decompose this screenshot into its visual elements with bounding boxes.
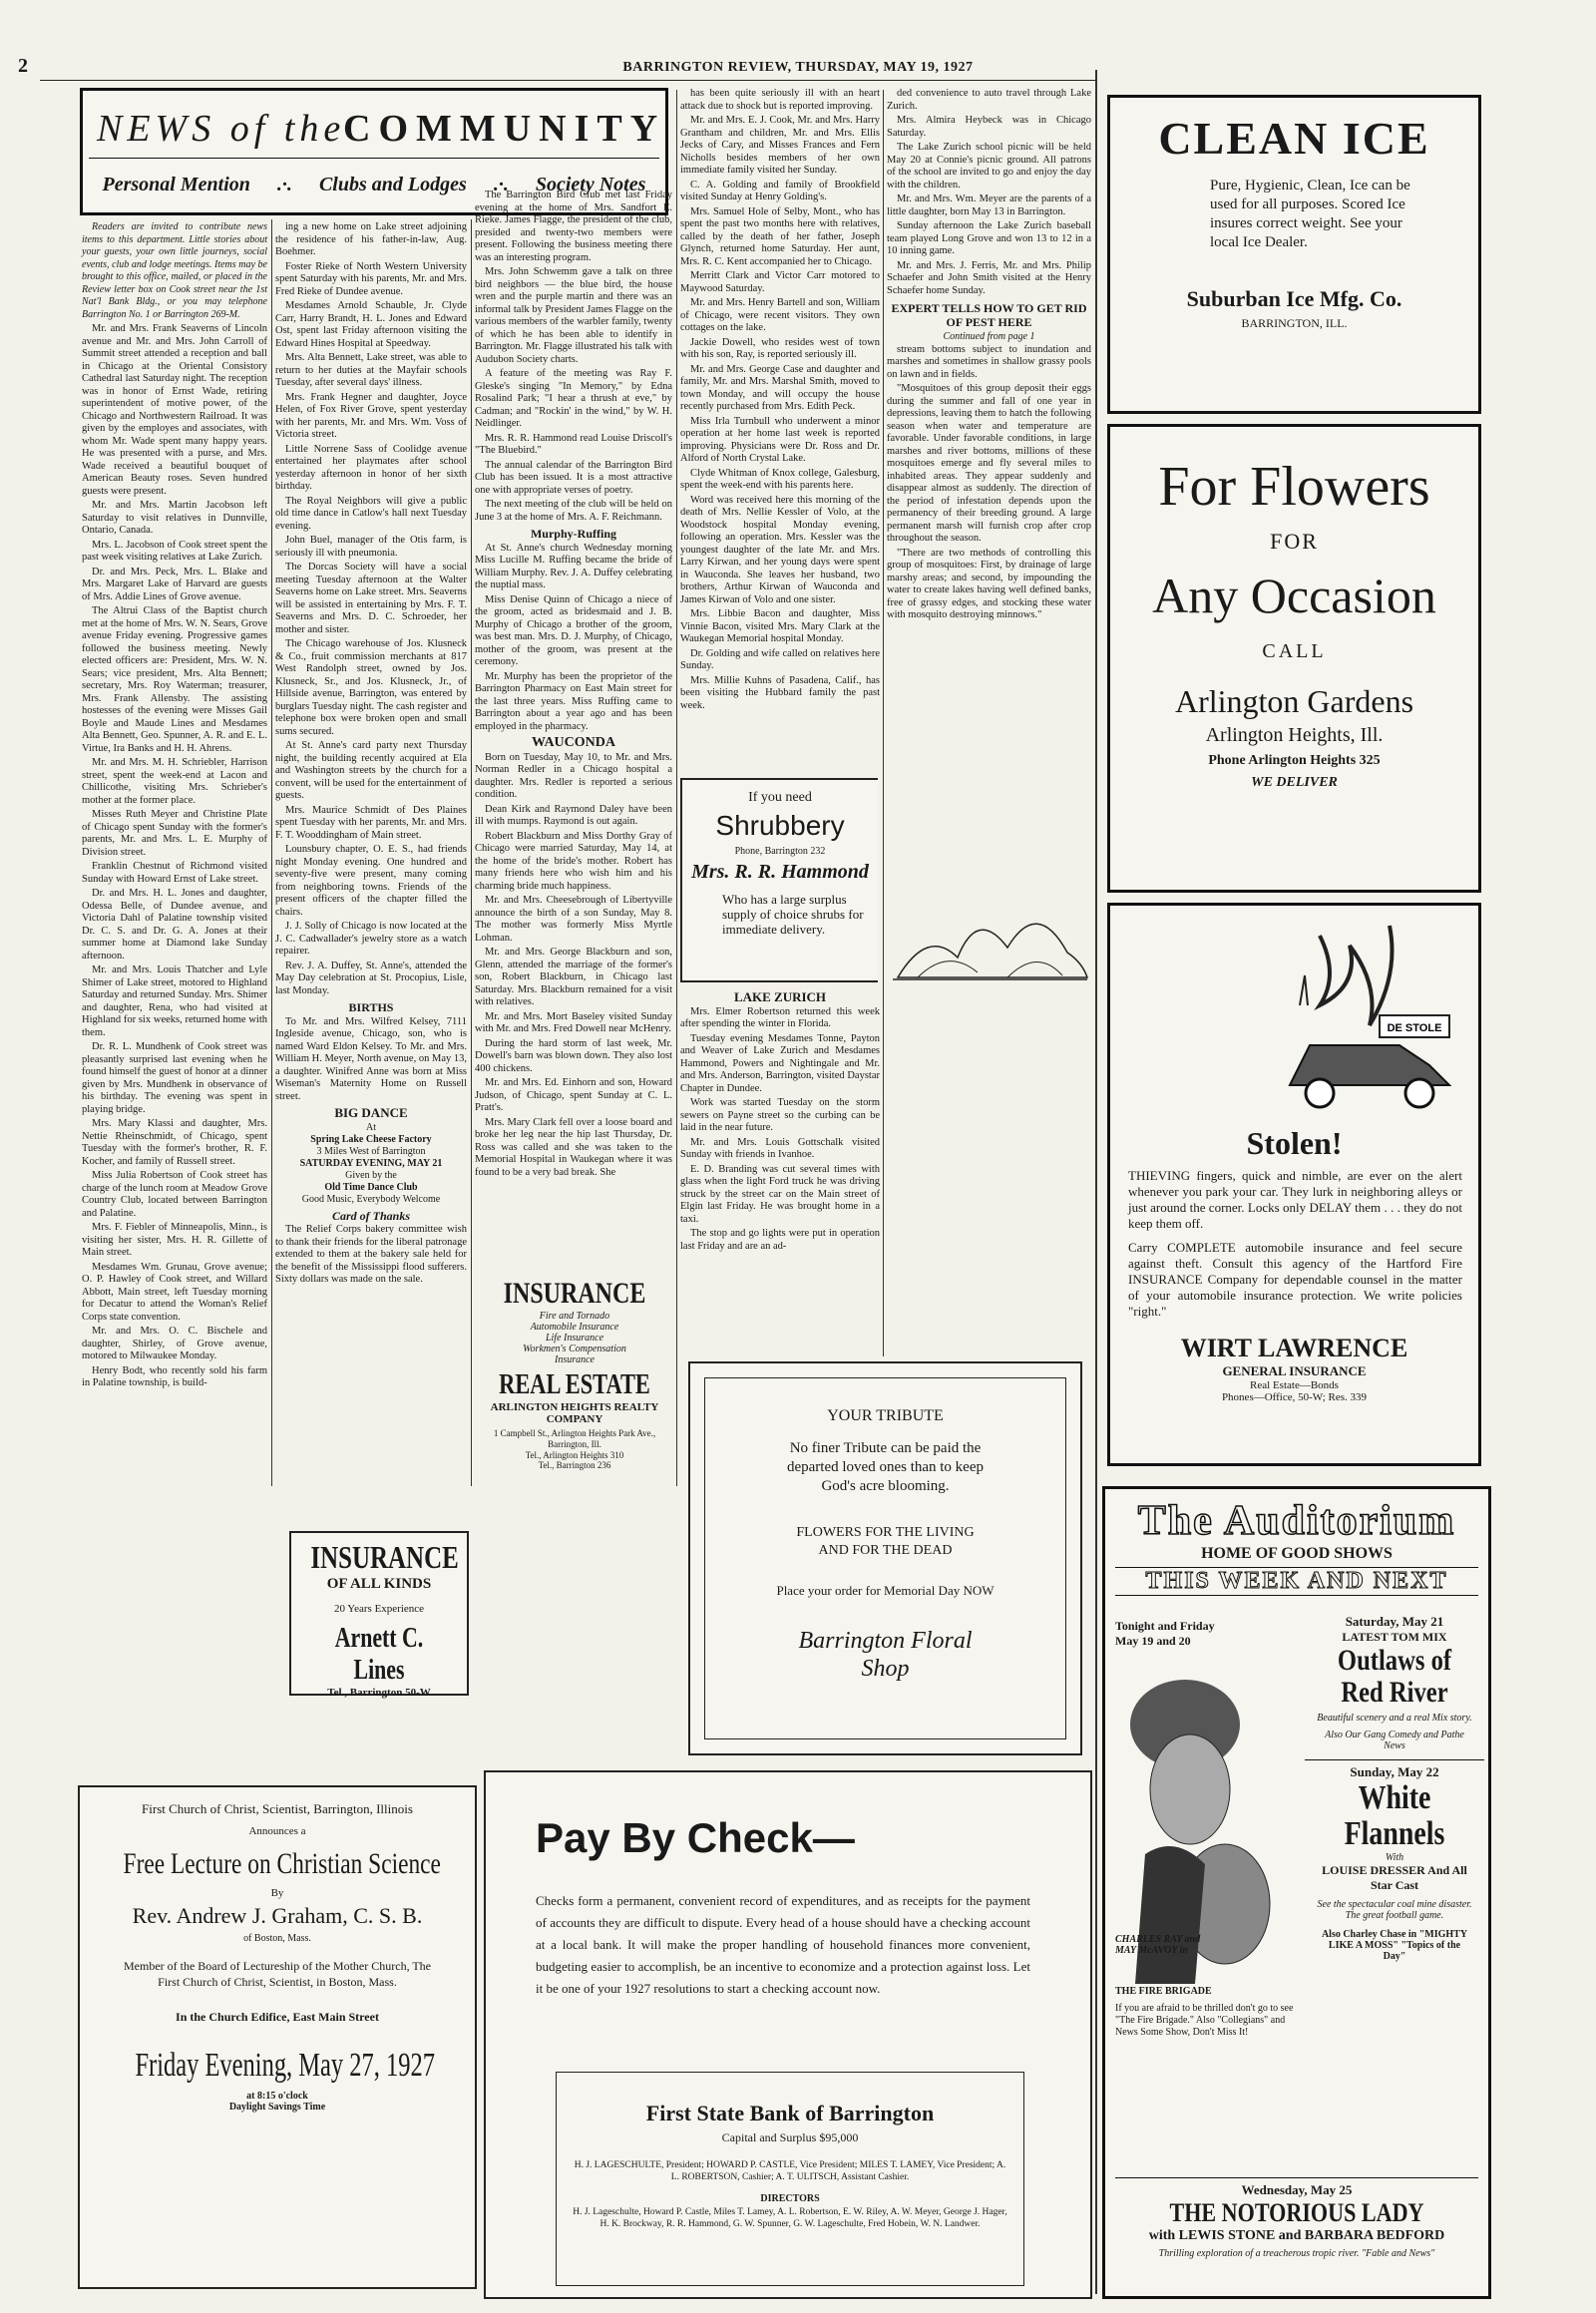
column-2	[275, 221, 467, 1285]
lines-tel: Tel., Barrington 50-W	[327, 1687, 431, 1699]
news-item: Misses Ruth Meyer and Christine Plate of Chicago spent Sunday with the former's parents, Mr. and Mrs. L. E. Murphy of Division street.	[82, 809, 267, 858]
news-item: Mrs. Libbie Bacon and daughter, Miss Vinnie Bacon, visited Mrs. Mary Clark at the Waukegan Memorial hospital Monday.	[680, 608, 880, 644]
auditorium-sub: HOME OF GOOD SHOWS	[1201, 1545, 1393, 1562]
dance-line: Old Time Dance Club	[324, 1181, 418, 1193]
clean-ice-ad	[1107, 95, 1481, 414]
column-4-lake-zurich	[680, 987, 880, 1356]
news-item: Mr. and Mrs. Martin Jacobson left Saturday to visit relatives in Dunnville, Ontario, Canada.	[82, 500, 267, 536]
news-item: Mr. and Mrs. George Blackburn and son, Glenn, attended the marriage of the former's son, Robert Blackburn, in Chicago last Saturday. Mrs. Blackburn remained for a visit with relatives.	[475, 947, 672, 1007]
news-item: Mrs. Mary Clark fell over a loose board and broke her leg near the hip last Thursday, Dr. Ross was called and she was taken to the Memorial Hospital in Waukegan where it was found to be a very bad break. She	[475, 1116, 672, 1178]
realty-tel1: Tel., Arlington Heights 310	[525, 1450, 624, 1460]
dance-line: Spring Lake Cheese Factory	[310, 1133, 432, 1145]
news-item: Mrs. Millie Kuhns of Pasadena, Calif., has been visiting the Hubbard family the past week.	[680, 674, 880, 711]
news-item: Mrs. Elmer Robertson returned this week after spending the winter in Florida.	[680, 1005, 880, 1029]
church-l1: First Church of Christ, Scientist, Barrington, Illinois	[142, 1801, 413, 1816]
ins-line: Fire and Tornado	[539, 1311, 610, 1322]
news-item: Mr. and Mrs. O. C. Bischele and daughter, Shirley, of Grove avenue, motored to Milwaukee Monday.	[82, 1326, 267, 1361]
car-flames-illustration	[1280, 916, 1459, 1115]
news-item: Mrs. Mary Klassi and daughter, Mrs. Nettie Rheinschmidt, of Chicago, spent Tuesday with the former's brother, R. F. Kocher, and family of Russell street.	[82, 1118, 267, 1167]
auditorium-ad	[1102, 1486, 1491, 2299]
church-l10: at 8:15 o'clock	[246, 2091, 308, 2102]
fire-brigade-poster	[1115, 1655, 1295, 2024]
banner-sub-clubs: Clubs and Lodges	[318, 173, 467, 195]
church-lecture-ad	[78, 1785, 477, 2289]
news-item: Little Norrene Sass of Coolidge avenue entertained her playmates after school yesterday afternoon in honor of her sixth birthday.	[275, 443, 467, 492]
white-flannels: White Flannels	[1344, 1779, 1445, 1852]
ins-title: INSURANCE	[503, 1277, 646, 1310]
church-l11: Daylight Savings Time	[228, 2102, 326, 2113]
news-item: During the hard storm of last week, Mr. Dowell's barn was blown down. They also lost 400 chickens.	[475, 1037, 672, 1074]
lines-title: INSURANCE	[310, 1539, 459, 1575]
hammond-need: If you need	[748, 790, 812, 805]
dance-line: At	[366, 1121, 376, 1133]
news-item: Mr. and Mrs. George Case and daughter and family, Mr. and Mrs. Marshal Smith, moved to town Monday, and will occupy the house recently purchased from Mrs. Edith Peck.	[680, 363, 880, 412]
news-item: Dr. and Mrs. Peck, Mrs. L. Blake and Mrs. Margaret Lake of Harvard are guests of Mrs. Addie Lines of Grove avenue.	[82, 566, 267, 602]
news-item: Robert Blackburn and Miss Dorthy Gray of Chicago were married Saturday, May 14, at the home of the bride's mother. Robert has many friends here who wish him and his charming bride much happiness.	[475, 830, 672, 892]
tribute-order: Place your order for Memorial Day NOW	[776, 1583, 995, 1598]
outlaws-title: Outlaws of Red River	[1337, 1644, 1452, 1709]
news-item: C. A. Golding and family of Brookfield visited Sunday at Henry Golding's.	[680, 179, 880, 202]
dance-line: Given by the	[345, 1169, 397, 1181]
news-item: Foster Rieke of North Western University spent Saturday with his parents, Mr. and Mrs. Fred Rieke of Dundee avenue.	[275, 260, 467, 297]
news-item: Mr. and Mrs. E. J. Cook, Mr. and Mrs. Harry Grantham and children, Mr. and Mrs. Ellis Jecks of Cary, and Misses Frances and Fern Nicholls besides members of her own immediate family visited her Sunday.	[680, 115, 880, 176]
church-l6: of Boston, Mass.	[243, 1933, 311, 1944]
news-item: Dean Kirk and Raymond Daley have been ill with mumps. Raymond is out again.	[475, 803, 672, 827]
church-l9: Friday Evening, May 27, 1927	[135, 2047, 435, 2084]
news-item: The Lake Zurich school picnic will be held May 20 at Connie's picnic ground. All patrons of the school are invited to go and enjoy the day with the children.	[887, 142, 1091, 191]
flowers-line3: Any Occasion	[1152, 568, 1436, 623]
church-l5: Rev. Andrew J. Graham, C. S. B.	[132, 1903, 423, 1928]
flowers-line4: CALL	[1262, 640, 1327, 662]
wauconda-heading: WAUCONDA	[532, 735, 615, 750]
news-item: Mr. and Mrs. Cheesebrough of Libertyville announce the birth of a son Sunday, May 8. The mother was formerly Miss Myrtle Lohman.	[475, 895, 672, 944]
news-item: Mr. and Mrs. Wm. Meyer are the parents of a little daughter, born May 13 in Barrington.	[887, 193, 1091, 217]
news-item: Lounsbury chapter, O. E. S., had friends night Monday evening. One hundred and seventy-five were present, many coming from neighboring towns. Friends of the present officers of the chapter filled the chairs.	[275, 844, 467, 918]
births-text: To Mr. and Mrs. Wilfred Kelsey, 7111 Ingleside avenue, Chicago, son, who is named Ward Eldon Kelsey. To Mr. and Mrs. William H. Meyer, North avenue, on May 13, a daughter. Winifred Anne was born at Miss Wiseman's Maternity Home on Russell street.	[275, 1015, 467, 1102]
news-item: J. J. Solly of Chicago is now located at the J. C. Cadwallader's jewelry store as a watch repairer.	[275, 921, 467, 957]
stolen-para-2: Carry COMPLETE automobile insurance and feel secure against theft. Consult this agency of the Hartford Fire INSURANCE Company for dependable counsel in the matter of your automobile insurance protection. We write policies "right."	[1128, 1240, 1462, 1319]
news-item: Mr. and Mrs. M. H. Schriebler, Harrison street, spent the week-end at Lacon and Chillicothe, visiting Mrs. Schrieber's mother at the former place.	[82, 757, 267, 806]
news-item: The Royal Neighbors will give a public old time dance in Catlow's hall next Tuesday evening.	[275, 495, 467, 532]
news-item: Mrs. F. Fiebler of Minneapolis, Minn., is visiting her sister, Mrs. H. R. Gillette of Main street.	[82, 1222, 267, 1258]
tribute-title: YOUR TRIBUTE	[827, 1407, 944, 1424]
ins-line: Insurance	[555, 1354, 595, 1365]
news-item: has been quite seriously ill with an heart attack due to shock but is reported improving.	[680, 88, 880, 112]
church-l4: By	[270, 1887, 284, 1899]
news-item: Born on Tuesday, May 10, to Mr. and Mrs. Norman Redler in a Chicago hospital a daughter. Mrs. Redler is reported a serious condition.	[475, 751, 672, 800]
poster-names: CHARLES RAY and MAY McAVOY in	[1115, 1934, 1201, 1956]
news-item: Jackie Dowell, who resides west of town with his son, Ray, is reported seriously ill.	[680, 336, 880, 360]
news-item: ded convenience to auto travel through Lake Zurich.	[887, 88, 1091, 112]
news-item: Mr. and Mrs. Henry Bartell and son, William of Chicago, were recent visitors. They own cottages on the lake.	[680, 297, 880, 333]
banner-sub-personal: Personal Mention	[102, 173, 250, 195]
news-item: Rev. J. A. Duffey, St. Anne's, attended the May Day celebration at St. Procopius, Lisle, last Monday.	[275, 960, 467, 996]
tribute-flowers: FLOWERS FOR THE LIVING AND FOR THE DEAD	[796, 1525, 975, 1558]
births-heading: BIRTHS	[348, 1000, 394, 1014]
wirt-phones: Phones—Office, 50-W; Res. 339	[1221, 1391, 1368, 1403]
news-item: At St. Anne's card party next Thursday night, the building recently acquired at Ela and Washington streets by the church for a convent, will be used for the entertainment of guests.	[275, 740, 467, 801]
hammond-body: Who has a large surplus supply of choice shrubs for immediate delivery.	[722, 892, 864, 937]
news-item: stream bottoms subject to inundation and marshes and sometimes in shallow grassy pools on lawn and in fields.	[887, 343, 1091, 380]
thanks-text: The Relief Corps bakery committee wish to thank their friends for the liberal patronage extended to them at the bakery sale held for the benefit of the Mississippi flood sufferers. Sixty dollars was made on the sale.	[275, 1224, 467, 1285]
news-item: Work was started Tuesday on the storm sewers on Payne street so the curbing can be laid in the near future.	[680, 1097, 880, 1133]
news-item: Miss Julia Robertson of Cook street has charge of the lunch room at Meadow Grove Country Club, located between Barrington and Palatine.	[82, 1170, 267, 1219]
flowers-phone: Phone Arlington Heights 325	[1208, 753, 1381, 768]
lines-sub: OF ALL KINDS	[326, 1576, 432, 1592]
auditorium-week: THIS WEEK AND NEXT	[1115, 1567, 1478, 1596]
ins-line: Automobile Insurance	[530, 1322, 619, 1333]
column-3	[475, 190, 672, 1272]
realty-tel2: Tel., Barrington 236	[538, 1460, 611, 1470]
bank-directors-head: DIRECTORS	[760, 2193, 820, 2204]
hammond-name: Mrs. R. R. Hammond	[691, 861, 869, 883]
pest-continued: Continued from page 1	[943, 331, 1035, 342]
news-item: Mr. Murphy has been the proprietor of the Barrington Pharmacy on East Main street for the last three years. Miss Ruffing came to Barrington about a year ago and has been employed in the pharmacy.	[475, 670, 672, 732]
hammond-ad	[680, 778, 878, 982]
news-item: Mesdames Arnold Schauble, Jr. Clyde Carr, Harry Brandt, H. L. Jones and Edward Ost, spent last Friday afternoon visiting the Edward Hines Hospital at Speedway.	[275, 300, 467, 349]
church-l3: Free Lecture on Christian Science	[123, 1847, 441, 1880]
wirt-name: WIRT LAWRENCE	[1180, 1334, 1408, 1362]
also-2: Also Charley Chase in "MIGHTY LIKE A MOSS" "Topics of the Day"	[1321, 1929, 1468, 1962]
news-item: Mrs. Maurice Schmidt of Des Plaines spent Tuesday with her parents, Mr. and Mrs. F. T. Wooddingham of Main street.	[275, 804, 467, 841]
lines-exp: 20 Years Experience	[333, 1603, 425, 1615]
news-item: Clyde Whitman of Knox college, Galesburg, spent the week-end with his parents here.	[680, 467, 880, 491]
with-label: With	[1385, 1852, 1404, 1863]
tribute-shop: Barrington Floral Shop	[798, 1628, 973, 1682]
hammond-shrubbery: Shrubbery	[715, 810, 845, 841]
news-item: Merritt Clark and Victor Carr motored to Maywood Saturday.	[680, 270, 880, 294]
realty-company: ARLINGTON HEIGHTS REALTY COMPANY	[490, 1401, 659, 1425]
pay-by-check-ad	[484, 1770, 1092, 2299]
banner-title-left: NEWS of the	[97, 108, 346, 150]
news-item: Dr. Golding and wife called on relatives here Sunday.	[680, 647, 880, 671]
wirt-sub: GENERAL INSURANCE	[1222, 1363, 1367, 1378]
banner-sub-society: Society Notes	[535, 173, 646, 195]
news-item: Mr. and Mrs. Louis Thatcher and Lyle Shimer of Lake street, motored to Highland Saturday and returned Sunday. Mrs. Shimer and daughter, Rena, who had visited at Highland for six weeks, returned home with them.	[82, 964, 267, 1038]
dance-line: Good Music, Everybody Welcome	[301, 1193, 441, 1205]
dance-line: SATURDAY EVENING, MAY 21	[299, 1157, 443, 1169]
news-intro: Readers are invited to contribute news items to this department. Little stories about your guests, your own little journeys, social events, club and lodge meetings. Items may be brought to this office, mailed, or placed in the Review letter box on Cook street near the 1st Nat'l Bank Bldg., or you may telephone Barrington No. 1 or Barrington 269-M.	[82, 221, 267, 320]
news-item: Tuesday evening Mesdames Tonne, Payton and Weaver of Lake Zurich and Mesdames Hammond, Powers and Nightingale and Mr. and Mrs. Anderson, Barrington, visited Daystar Chapter in Dundee.	[680, 1032, 880, 1094]
bank-directors: H. J. Lageschulte, Howard P. Castle, Miles T. Lamey, A. L. Robertson, E. W. Riley, A. W. Meyer, George J. Hager, H. K. Brockway, R. R. Hammond, G. W. Spunner, G. W. Lageschulte, Fred Hobein, W. N. Landwer.	[573, 2207, 1007, 2229]
sat-sub: LATEST TOM MIX	[1342, 1630, 1447, 1644]
shrub-illustration	[888, 868, 1092, 987]
auditorium-title: The Auditorium	[1137, 1498, 1456, 1544]
news-item: At St. Anne's church Wednesday morning Miss Lucille M. Ruffing became the bride of William Murphy. Rev. J. A. Duffey celebrating the nuptial mass.	[475, 542, 672, 590]
church-l2: Announces a	[248, 1825, 306, 1837]
lines-insurance-ad	[289, 1531, 469, 1699]
poster-title: THE FIRE BRIGADE	[1115, 1986, 1212, 1997]
news-item: Mesdames Wm. Grunau, Grove avenue; O. P. Hawley of Cook street, and Willard Abbott, Main street, left Tuesday morning for Decatur to attend the Woman's Relief Corps state convention.	[82, 1261, 267, 1323]
bank-capital: Capital and Surplus $95,000	[721, 2130, 859, 2144]
news-item: Mrs. R. R. Hammond read Louise Driscoll's "The Bluebird."	[475, 432, 672, 456]
flowers-name: Arlington Gardens	[1174, 683, 1414, 719]
bank-box	[556, 2072, 1024, 2286]
wed-date: Wednesday, May 25	[1241, 2182, 1353, 2197]
news-item: Sunday afternoon the Lake Zurich baseball team played Long Grove and won 13 to 12 in a 10 inning game.	[887, 220, 1091, 256]
news-item: "Mosquitoes of this group deposit their eggs during the summer and fall of one year in depressions, leaving them to hatch the following season when water and temperature are favorable. Under favorable conditions, in large marshes and river bottoms, millions of these mosquitoes emerge and fly several miles to inhabited areas. They appear suddenly and disappear almost as suddenly. The direction of the period of infestation depends upon the permanency of their breeding ground. A large permanent marsh will furnish crop after crop throughout the season.	[887, 383, 1091, 544]
news-item: Mrs. Almira Heybeck was in Chicago Saturday.	[887, 115, 1091, 139]
lake-zurich-heading: LAKE ZURICH	[733, 989, 827, 1004]
tribute-body: No finer Tribute can be paid the departed loved ones than to keep God's acre blooming.	[786, 1440, 984, 1494]
news-item: "There are two methods of controlling this group of mosquitoes: First, by drainage of large marshy areas; and second, by impounding the water to create lakes having well defined banks, free of grassy edges, and stocking these water with mosquito destroying minnows."	[887, 547, 1091, 620]
church-l7: Member of the Board of Lectureship of the Mother Church, The First Church of Christ, Scientist, in Boston, Mass.	[123, 1959, 432, 1989]
tribute-ad	[688, 1361, 1082, 1755]
dresser: LOUISE DRESSER And All Star Cast	[1322, 1863, 1467, 1892]
clean-ice-company: Suburban Ice Mfg. Co.	[1186, 286, 1402, 311]
flowers-line2: FOR	[1270, 529, 1319, 554]
pest-heading: EXPERT TELLS HOW TO GET RID OF PEST HERE	[891, 301, 1087, 329]
flowers-line1: For Flowers	[1158, 456, 1430, 518]
church-l8: In the Church Edifice, East Main Street	[176, 2010, 379, 2024]
news-item: ing a new home on Lake street adjoining the residence of his father-in-law, Aug. Boehmer.	[275, 221, 467, 257]
flowers-deliver: WE DELIVER	[1251, 775, 1338, 790]
news-item: Miss Denise Quinn of Chicago a niece of the groom, acted as bridesmaid and J. B. Murphy of Chicago a brother of the groom, was best man. Mrs. D. J. Murphy, of Chicago, mother of the groom, was present at the ceremony.	[475, 593, 672, 667]
banner-title-right: COMMUNITY	[343, 108, 666, 150]
dance-line: 3 Miles West of Barrington	[316, 1145, 426, 1157]
news-item: E. D. Branding was cut several times with glass when the light Ford truck he was driving struck by the street car on the Main street of Elgin last Friday. He was brought home in a taxi.	[680, 1163, 880, 1225]
masthead-rule	[40, 80, 1097, 81]
news-item: Henry Bodt, who recently sold his farm in Palatine township, is build-	[82, 1364, 267, 1388]
news-item: Word was received here this morning of the death of Mrs. Nellie Kessler of Volo, at the Woodstock hospital Monday evening, following an operation. Mrs. Kessler was the youngest daughter of the late Mr. and Mrs. Larry Kirwan, and her young days were spent in Wauconda. She leaves her husband, two brothers, Arthur Kirwan of Wauconda and James Kirwan of Volo and one sister.	[680, 494, 880, 605]
clean-ice-body: Pure, Hygienic, Clean, Ice can be used for all purposes. Scored Ice insures correct weight. See your local Ice Dealer.	[1210, 178, 1410, 250]
news-item: The Chicago warehouse of Jos. Klusneck & Co., fruit commission merchants at 817 West Randolph street, owned by Jos. Klusneck, Sr., and Jos. Klusneck, Jr., of Hillside avenue, Barrington, was entered by burglars Tuesday night. The cash register and telephone box were broken open and small sums secured.	[275, 638, 467, 737]
news-item: Mr. and Mrs. Frank Seaverns of Lincoln avenue and Mr. and Mrs. John Carroll of Summit street attended a reception and ball in Chicago at the Oriental Consistory Cathedral last Saturday night. The reception was in honor of Ernst Wade, retiring superintendent of motive power, of the Chicago and Northwestern Railroad. It was given by the employes and associates, with whom Mr. Wade spent many happy years. He was presented with a purse, and Mrs. Wade received a beautiful bouquet of American Beauty roses. Seven hundred guests were present.	[82, 323, 267, 497]
news-item: Mr. and Mrs. Ed. Einhorn and son, Howard Judson, of Chicago, spent Sunday at C. L. Pratt's.	[475, 1077, 672, 1113]
bank-name: First State Bank of Barrington	[645, 2101, 935, 2125]
news-item: The Barrington Bird Club met last Friday evening at the home of Mrs. Sandfort E. Rieke. James Flagge, the president of the club, presided and twenty-two members were present. Following the business meeting there was an interesting program.	[475, 190, 672, 263]
clean-ice-city: BARRINGTON, ILL.	[1241, 316, 1348, 330]
news-item: A feature of the meeting was Ray F. Gleske's singing "In Memory," by Edna Rosalind Park; "I hear a thrush at eve," by Cadman; and "Rockin' in the wind," by W. H. Neidlinger.	[475, 368, 672, 429]
news-item: Mr. and Mrs. Mort Baseley visited Sunday with Mr. and Mrs. Fred Dowell near McHenry.	[475, 1010, 672, 1034]
check-title: Pay By Check—	[536, 1814, 855, 1861]
lines-name: Arnett C. Lines	[334, 1623, 424, 1686]
stolen-para-1: THIEVING fingers, quick and nimble, are ever on the alert whenever you park your car. They lurk in neighboring alleys or just around the corner. Locks only DELAY them . . . they do not keep them off.	[1128, 1168, 1462, 1231]
tonight-label: Tonight and Friday	[1115, 1619, 1215, 1633]
flowers-city: Arlington Heights, Ill.	[1205, 724, 1384, 746]
news-item: Mrs. Alta Bennett, Lake street, was able to return to her duties at the Mayfair schools Tuesday, after several days' illness.	[275, 352, 467, 388]
masthead: BARRINGTON REVIEW, THURSDAY, MAY 19, 1927	[622, 60, 974, 75]
news-item: Mrs. Samuel Hole of Selby, Mont., who has spent the past two months here with relatives, called by the death of her father, Joseph Glynch, returned home Saturday. Her aunt, Mrs. R. C. Kent accompanied her to Chicago.	[680, 205, 880, 267]
news-item: The Altrui Class of the Baptist church met at the home of Mrs. W. N. Sears, Grove avenue Friday evening. Progressive games followed the business meeting. Newly elected officers are: President, Mrs. W. N. Sears; vice president, Mrs. Alta Bennett; secretary, Mrs. Roy Waterman; treasurer, Mrs. Frank Allensby. The assisting hostesses of the evening were Misses Gail Boyle and Maude Lines and Mesdames Alta Bennett, Geo. Spunner, A. R. and E. L. Virtue, Ira Banks and H. H. Ahrens.	[82, 605, 267, 754]
news-item: Franklin Chestnut of Richmond visited Sunday with Howard Ernst of Lake street.	[82, 861, 267, 885]
realty-addr: 1 Campbell St., Arlington Heights Park Ave., Barrington, Ill.	[493, 1428, 656, 1449]
news-item: Mr. and Mrs. Louis Gottschalk visited Sunday with friends in Ivanhoe.	[680, 1136, 880, 1160]
page-number: 2	[18, 55, 28, 77]
sun-date: Sunday, May 22	[1350, 1764, 1439, 1779]
news-item: The next meeting of the club will be held on June 3 at the home of Mrs. A. F. Reichmann.	[475, 499, 672, 523]
news-item: The stop and go lights were put in operation last Friday and are an ad-	[680, 1228, 880, 1252]
check-body: Checks form a permanent, convenient record of expenditures, and as receipts for the payment of accounts they are difficult to dispute. Every head of a house should have a checking account at a local bank. It will make the proper handling of household finances more convenient, budgeting easier to accomplish, be an incentive to economize and a protection against loss. Let it be one of your 1927 resolutions to start a checking account now.	[536, 1893, 1030, 1996]
notorious-lady: THE NOTORIOUS LADY	[1169, 2198, 1424, 2227]
news-item: The Dorcas Society will have a social meeting Tuesday afternoon at the Walter Seaverns home on Lake street. Mrs. Seaverns will be assisted in entertaining by Mrs. F. T. Seaverns and Mrs. D. C. Schroeder, her mother and sister.	[275, 562, 467, 635]
news-item: John Buel, manager of the Otis farm, is seriously ill with pneumonia.	[275, 535, 467, 559]
sat-date: Saturday, May 21	[1345, 1614, 1444, 1629]
column-4	[680, 88, 880, 776]
news-item: Mr. and Mrs. J. Ferris, Mr. and Mrs. Philip Schaefer and John Smith visited at the Henry Schaefer home Sunday.	[887, 259, 1091, 296]
sign-text: DE STOLE	[1387, 1022, 1442, 1034]
news-item: Mrs. Frank Hegner and daughter, Joyce Helen, of Fox River Grove, spent yesterday with her parents, Mr. and Mrs. Wm. Voss of Victoria street.	[275, 391, 467, 440]
dance-heading: BIG DANCE	[334, 1105, 408, 1120]
tonight-date: May 19 and 20	[1115, 1634, 1191, 1648]
dresser-sub: See the spectacular coal mine disaster. The great football game.	[1317, 1899, 1472, 1921]
news-item: Mrs. L. Jacobson of Cook street spent the past week visiting relatives at Lake Zurich.	[82, 539, 267, 563]
insurance-realty-ad	[477, 1277, 672, 1486]
stolen-title: Stolen!	[1246, 1125, 1343, 1161]
news-item: Mrs. John Schwemm gave a talk on three bird neighbors — the blue bird, the house wren and the purple martin and there was an informal talk by President James Flagge on the various members of the warbler family, twenty of which he has been able to identify in Barrington. Mr. Flagge illustrated his talk with Audubon Society charts.	[475, 266, 672, 365]
hammond-phone: Phone, Barrington 232	[734, 846, 826, 857]
column-5	[887, 88, 1091, 620]
news-item: Dr. and Mrs. H. L. Jones and daughter, Odessa Belle, of Dundee avenue, and Victoria Dahl of Palatine township visited Dr. C. S. and Dr. G. A. Jones at their summer home at Diamond lake Sunday afternoon.	[82, 888, 267, 962]
news-item: Dr. R. L. Mundhenk of Cook street was pleasantly surprised last evening when he found himself the guest of honor at a dinner given by Mrs. Mundhenk in observance of his birthday. The evening was spent in playing bridge.	[82, 1041, 267, 1115]
clean-ice-title: CLEAN ICE	[1158, 113, 1430, 164]
news-item: The annual calendar of the Barrington Bird Club has been issued. It is a most attractive one with appropriate verses of poetry.	[475, 459, 672, 496]
community-banner: NEWS of the COMMUNITY Personal Mention .·. Clubs and Lodges .·. Society Notes	[80, 88, 668, 215]
murphy-heading: Murphy-Ruffing	[530, 527, 616, 541]
flowers-ad	[1107, 424, 1481, 893]
ins-line: Life Insurance	[545, 1333, 604, 1344]
stolen-ad	[1107, 903, 1481, 1466]
bank-officers: H. J. LAGESCHULTE, President; HOWARD P. CASTLE, Vice President; MILES T. LAMEY, Vice President; A. L. ROBERTSON, Cashier; A. T. ULITSCH, Assistant Cashier.	[574, 2160, 1006, 2182]
lady-note: Thrilling exploration of a treacherous tropic river. "Fable and News"	[1158, 2248, 1435, 2259]
wirt-sub2: Real Estate—Bonds	[1250, 1379, 1339, 1391]
realestate-title: REAL ESTATE	[499, 1369, 650, 1400]
lady-sub: with LEWIS STONE and BARBARA BEDFORD	[1148, 2228, 1445, 2243]
fire-brigade-note: If you are afraid to be thrilled don't go to see "The Fire Brigade." Also "Collegians" and News Some Show, Don't Miss It!	[1115, 2003, 1294, 2038]
ins-line: Workmen's Compensation	[523, 1344, 626, 1354]
also-1: Also Our Gang Comedy and Pathe News	[1325, 1730, 1464, 1751]
thanks-heading: Card of Thanks	[331, 1208, 411, 1223]
news-item: Miss Irla Turnbull who underwent a minor operation at her home last week is reported improving. Physicians were Dr. Ross and Dr. Alford of North Crystal Lake.	[680, 415, 880, 464]
column-1	[82, 221, 267, 1782]
outlaws-sub: Beautiful scenery and a real Mix story.	[1317, 1713, 1472, 1724]
